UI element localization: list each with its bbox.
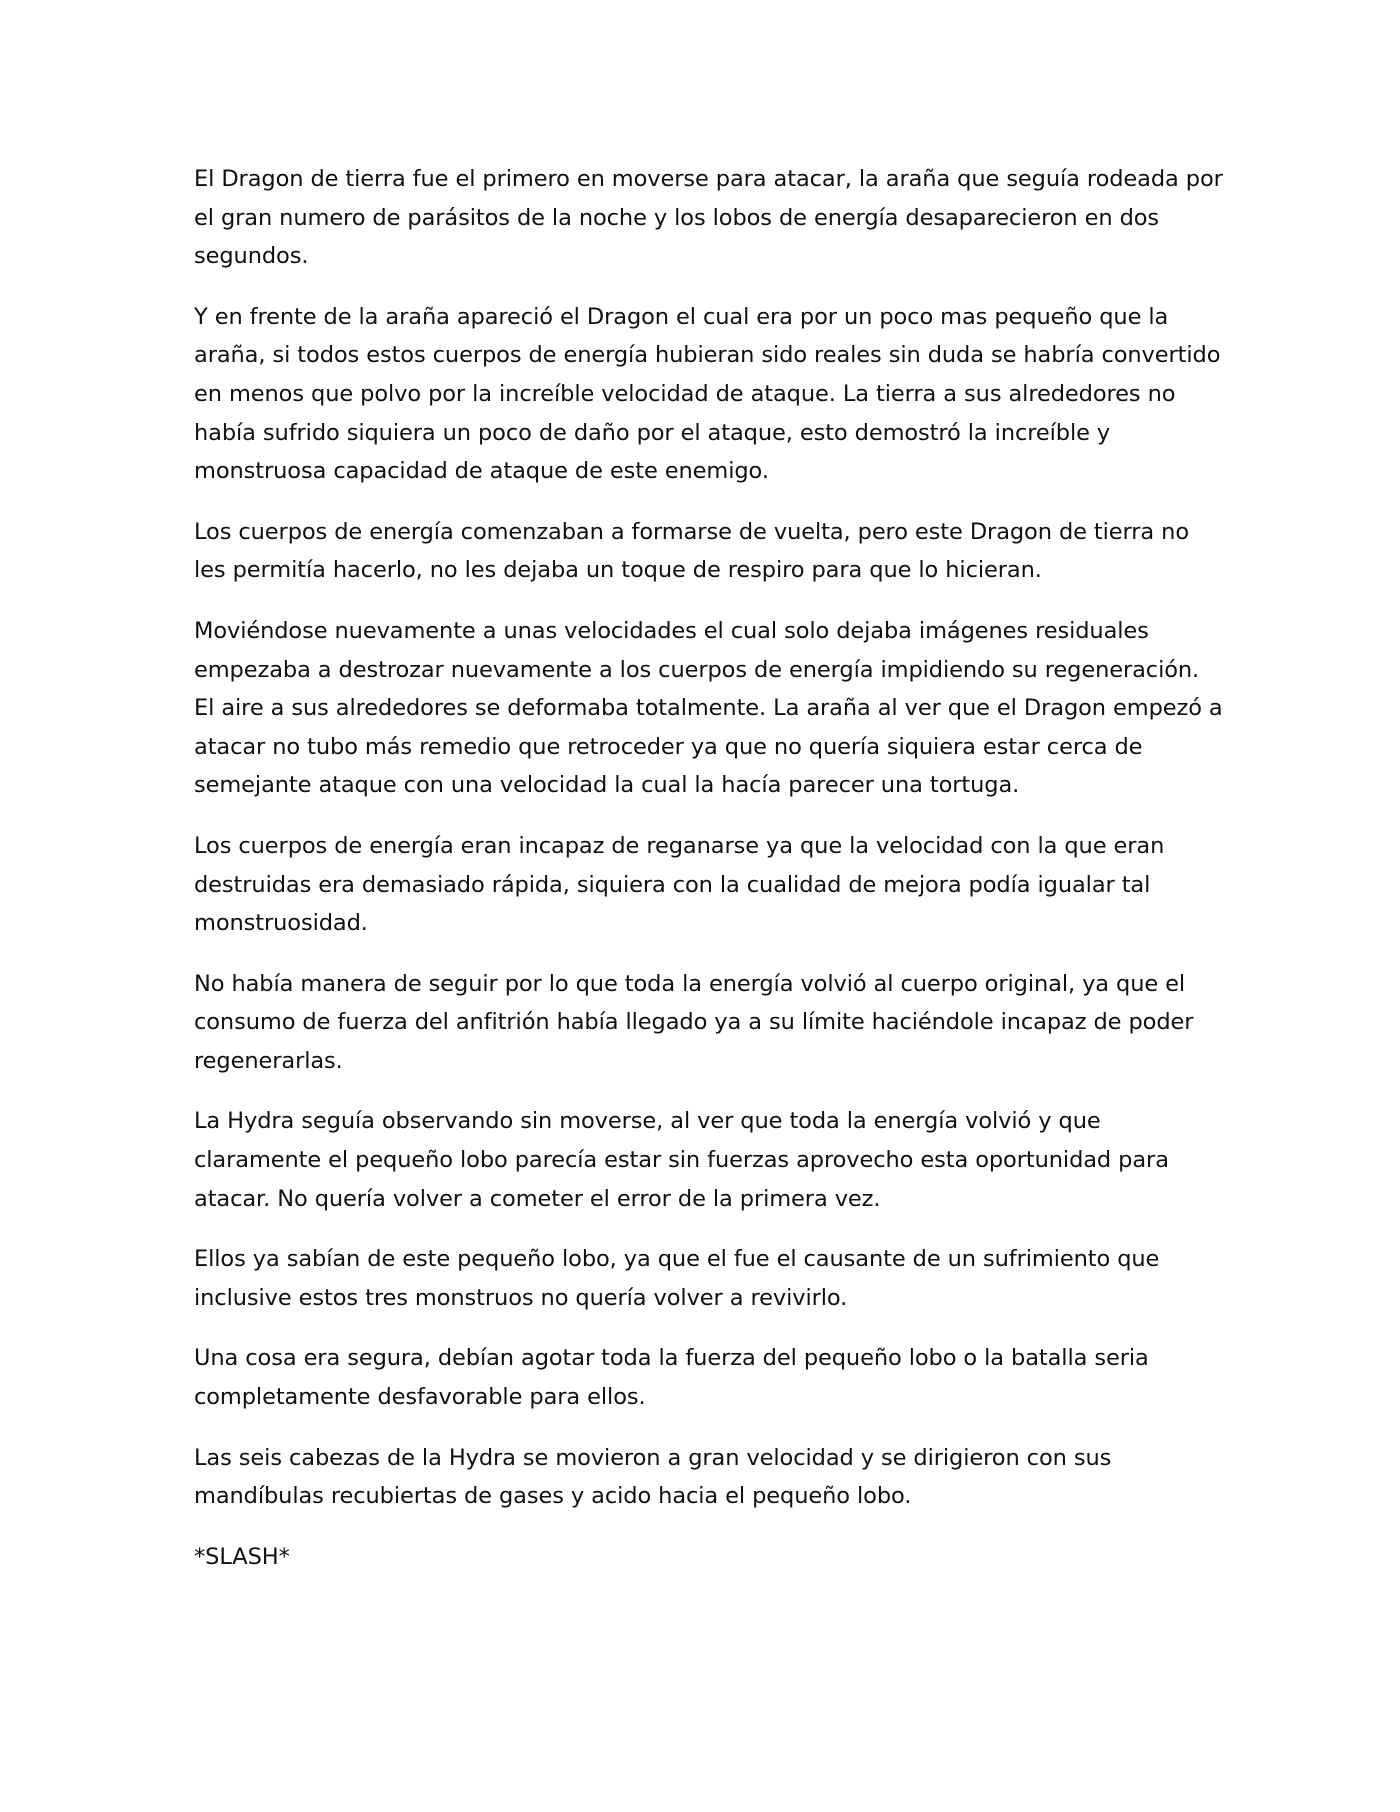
paragraph: Los cuerpos de energía eran incapaz de reganarse ya que la velocidad con la que eran destruidas era demasiado rápida, siquiera con la cualidad de mejora podía igualar tal monstruosidad.: [194, 832, 1165, 937]
paragraph: La Hydra seguía observando sin moverse, al ver que toda la energía volvió y que claramente el pequeño lobo parecía estar sin fuerzas aprovecho esta oportunidad para atacar. No quería volver a cometer el error de la primera vez.: [194, 1108, 1169, 1212]
document-body: [194, 160, 1224, 1576]
paragraph: Las seis cabezas de la Hydra se movieron a gran velocidad y se dirigieron con sus mandíbulas recubiertas de gases y acido hacia el pequeño lobo.: [194, 1444, 1112, 1510]
paragraph: El Dragon de tierra fue el primero en moverse para atacar, la araña que seguía rodeada por el gran numero de parásitos de la noche y los lobos de energía desaparecieron en dos segundos.: [194, 166, 1223, 270]
sound-effect-text: *SLASH*: [194, 1543, 290, 1570]
paragraph: Y en frente de la araña apareció el Dragon el cual era por un poco mas pequeño que la araña, si todos estos cuerpos de energía hubieran sido reales sin duda se habría convertido en menos que polvo por la increíble velocidad de ataque. La tierra a sus alrededores no había sufrido siquiera un poco de daño por el ataque, esto demostró la increíble y monstruosa capacidad de ataque de este enemigo.: [194, 303, 1221, 485]
paragraph: Moviéndose nuevamente a unas velocidades el cual solo dejaba imágenes residuales empezaba a destrozar nuevamente a los cuerpos de energía impidiendo su regeneración. El aire a sus alrededores se deformaba totalmente. La araña al ver que el Dragon empezó a atacar no tubo más remedio que retroceder ya que no quería siquiera estar cerca de semejante ataque con una velocidad la cual la hacía parecer una tortuga.: [194, 617, 1223, 799]
paragraph: Una cosa era segura, debían agotar toda la fuerza del pequeño lobo o la batalla seria completamente desfavorable para ellos.: [194, 1345, 1149, 1411]
paragraph: Los cuerpos de energía comenzaban a formarse de vuelta, pero este Dragon de tierra no les permitía hacerlo, no les dejaba un toque de respiro para que lo hicieran.: [194, 518, 1190, 584]
paragraph: No había manera de seguir por lo que toda la energía volvió al cuerpo original, ya que el consumo de fuerza del anfitrión había llegado ya a su límite haciéndole incapaz de poder regenerarlas.: [194, 970, 1194, 1074]
paragraph: Ellos ya sabían de este pequeño lobo, ya que el fue el causante de un sufrimiento que inclusive estos tres monstruos no quería volver a revivirlo.: [194, 1246, 1160, 1311]
